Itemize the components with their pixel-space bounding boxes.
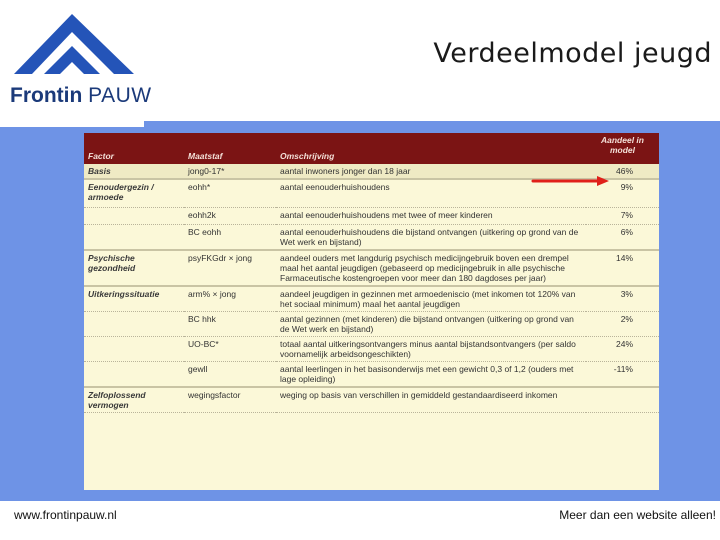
roof-icon [10, 10, 138, 84]
row-share: 6% [586, 224, 659, 250]
table-row [84, 286, 659, 312]
row-description: aantal leerlingen in het basisonderwijs met een gewicht 0,3 of 1,2 (ouders met lage opleiding) [276, 361, 586, 387]
table-row [84, 361, 659, 387]
table-header-row [84, 133, 659, 164]
row-factor [84, 224, 184, 250]
row-measure: gewll [184, 361, 276, 387]
header-share: Aandeel in model [601, 135, 644, 155]
row-factor: Zelfoplossend vermogen [84, 387, 184, 413]
footer-tagline: Meer dan een website alleen! [559, 508, 716, 522]
row-factor: Uitkeringssituatie [84, 286, 184, 312]
row-description: aantal eenouderhuishoudens met twee of meer kinderen [276, 207, 586, 224]
row-share: 24% [586, 336, 659, 361]
page-title: Verdeelmodel jeugd [433, 38, 712, 69]
row-description: weging op basis van verschillen in gemiddeld gestandaardiseerd inkomen [276, 387, 586, 413]
row-description: totaal aantal uitkeringsontvangers minus aantal bijstandsontvangers (per saldo voornamelijk arbeidsongeschikten) [276, 336, 586, 361]
row-share: 7% [586, 207, 659, 224]
row-measure: UO-BC* [184, 336, 276, 361]
row-factor: Psychische gezondheid [84, 250, 184, 286]
row-measure: wegingsfactor [184, 387, 276, 413]
header-factor: Factor [88, 151, 114, 161]
row-measure: BC hhk [184, 311, 276, 336]
row-factor: Eenoudergezin / armoede [84, 179, 184, 207]
table-row [84, 387, 659, 413]
row-description: aantal eenouderhuishoudens [276, 179, 586, 207]
row-factor: Basis [84, 164, 184, 179]
row-share: 9% [586, 179, 659, 207]
table-row [84, 207, 659, 224]
table-row [84, 336, 659, 361]
row-description: aandeel jeugdigen in gezinnen met armoedeniscio (met inkomen tot 120% van het sociaal minimum) maal het aantal jeugdigen [276, 286, 586, 312]
row-measure: jong0-17* [184, 164, 276, 179]
row-measure: arm% × jong [184, 286, 276, 312]
row-measure: psyFKGdr × jong [184, 250, 276, 286]
row-factor [84, 311, 184, 336]
row-factor [84, 361, 184, 387]
band-notch [0, 121, 144, 127]
row-share: 46% [586, 164, 659, 179]
header-description: Omschrijving [280, 151, 335, 161]
row-description: aantal gezinnen (met kinderen) die bijstand ontvangen (uitkering op grond van de Wet werk en bijstand) [276, 311, 586, 336]
row-share [586, 387, 659, 413]
distribution-table [84, 133, 659, 413]
logo-wordmark: Frontin PAUW [10, 84, 152, 107]
header-measure: Maatstaf [188, 151, 223, 161]
row-share: 14% [586, 250, 659, 286]
row-description: aantal eenouderhuishoudens die bijstand ontvangen (uitkering op grond van de Wet werk en bijstand) [276, 224, 586, 250]
table-row [84, 311, 659, 336]
distribution-table-image [84, 133, 659, 490]
row-factor [84, 207, 184, 224]
row-description: aandeel ouders met langdurig psychisch medicijngebruik boven een drempel maal het aantal jeugdigen (gebaseerd op medicijngebruik in alle psychische Farmaceutische kostengroepen voor meer dan 180 dagdoses per jaar) [276, 250, 586, 286]
row-factor [84, 336, 184, 361]
row-description: aantal inwoners jonger dan 18 jaar [276, 164, 586, 179]
row-measure: eohh2k [184, 207, 276, 224]
table-row [84, 224, 659, 250]
row-share: 2% [586, 311, 659, 336]
row-share: 3% [586, 286, 659, 312]
table-row [84, 250, 659, 286]
arrow-right-icon [531, 176, 611, 186]
row-measure: eohh* [184, 179, 276, 207]
footer-website-link[interactable]: www.frontinpauw.nl [14, 508, 117, 522]
row-measure: BC eohh [184, 224, 276, 250]
row-share: -11% [586, 361, 659, 387]
